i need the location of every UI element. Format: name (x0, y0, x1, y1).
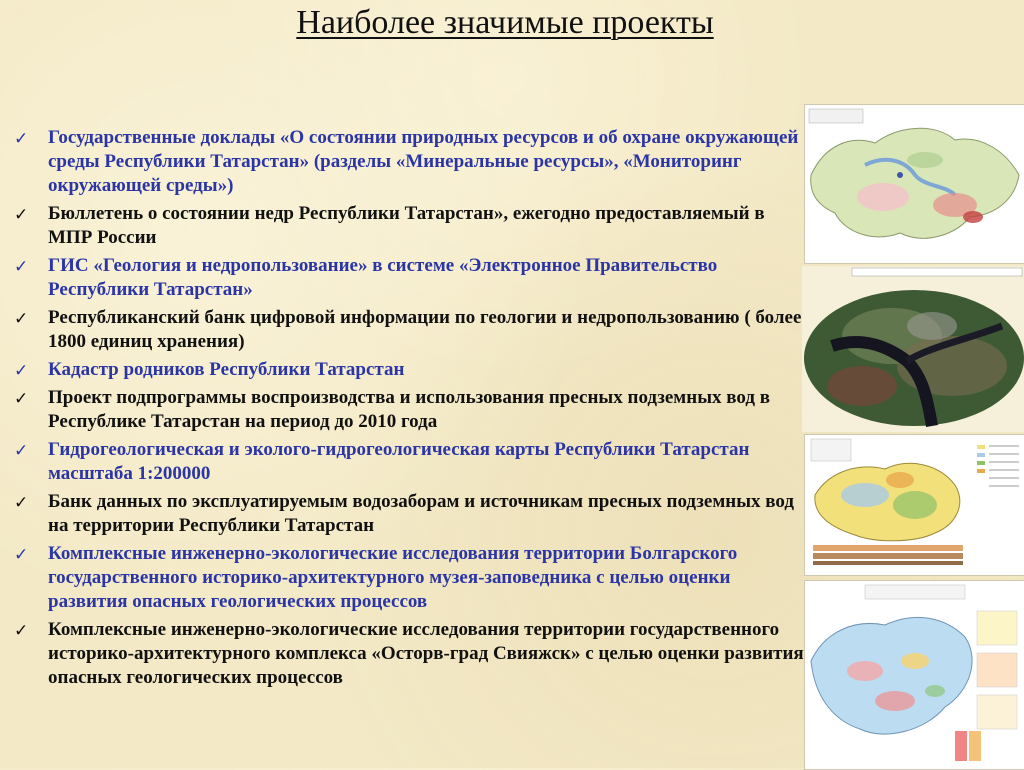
list-item (14, 306, 804, 354)
check-icon: ✓ (14, 545, 29, 565)
natural-resources-map-image (804, 104, 1024, 264)
check-icon: ✓ (14, 129, 29, 149)
list-item-text: Кадастр родников Республики Татарстан (48, 359, 405, 380)
hydrogeological-map-image (804, 434, 1024, 576)
eco-map-graphic (805, 581, 1024, 769)
list-item (14, 386, 804, 434)
eco-hydrogeological-map-image (804, 580, 1024, 770)
list-item-text: ГИС «Геология и недропользование» в системе «Электронное Правительство Республики Татарстан» (48, 255, 718, 300)
list-item-text: Комплексные инженерно-экологические исследования территории Болгарского государственного историко-архитектурного музея-заповедника с целью оценки развития опасных геологических процессов (48, 543, 738, 612)
list-item-text: Проект подпрограммы воспроизводства и использования пресных подземных вод в Республике Татарстан на период до 2010 года (48, 387, 770, 432)
list-item-text: Бюллетень о состоянии недр Республики Татарстан», ежегодно предоставляемый в МПР России (48, 203, 765, 248)
list-item (14, 490, 804, 538)
map-graphic (805, 105, 1024, 263)
list-item-text: Государственные доклады «О состоянии природных ресурсов и об охране окружающей среды Республики Татарстан» (разделы «Минеральные ресурсы», «Мониторинг окружающей среды») (48, 127, 799, 196)
list-item (14, 202, 804, 250)
list-item (14, 358, 804, 382)
list-item-text: Банк данных по эксплуатируемым водозаборам и источникам пресных подземных вод на территории Республики Татарстан (48, 491, 794, 536)
list-item-text: Республиканский банк цифровой информации по геологии и недропользованию ( более 1800 единиц хранения) (48, 307, 802, 352)
check-icon: ✓ (14, 205, 29, 225)
list-item (14, 438, 804, 486)
check-icon: ✓ (14, 493, 29, 513)
list-item-text: Комплексные инженерно-экологические исследования территории государственного историко-архитектурного комплекса «Осторв-град Свияжск» с целью оценки развития опасных геологических процессов (48, 619, 804, 688)
check-icon: ✓ (14, 309, 29, 329)
satellite-image (802, 266, 1024, 432)
list-item (14, 618, 804, 690)
hydro-map-graphic (805, 435, 1024, 575)
page-title: Наиболее значимые проекты (296, 4, 714, 41)
list-item-text: Гидрогеологическая и эколого-гидрогеологическая карты Республики Татарстан масштаба 1:200000 (48, 439, 750, 484)
list-item (14, 126, 804, 198)
check-icon: ✓ (14, 257, 29, 277)
check-icon: ✓ (14, 441, 29, 461)
project-list (14, 126, 804, 694)
list-item (14, 254, 804, 302)
satellite-graphic (802, 266, 1024, 432)
check-icon: ✓ (14, 621, 29, 641)
check-icon: ✓ (14, 389, 29, 409)
check-icon: ✓ (14, 361, 29, 381)
list-item (14, 542, 804, 614)
